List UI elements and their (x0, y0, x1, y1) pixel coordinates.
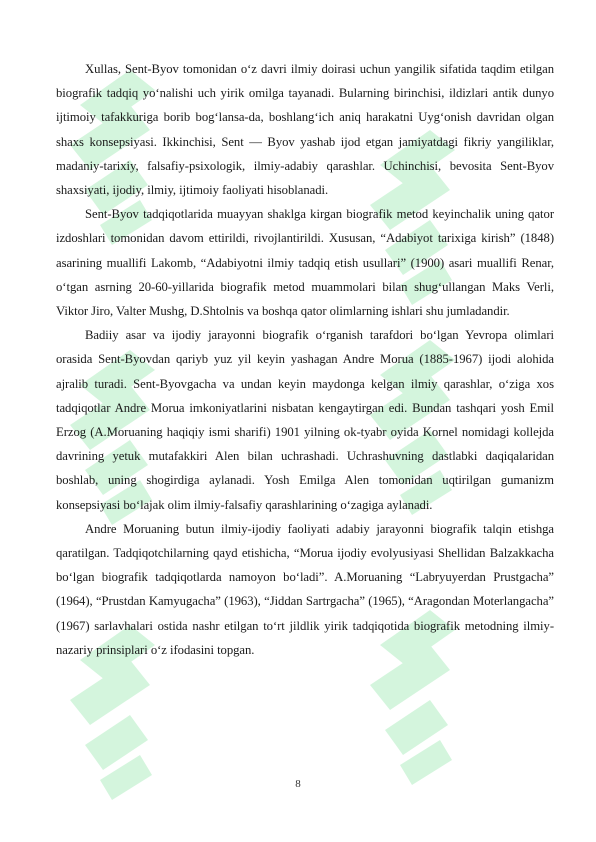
paragraph: Sent-Byov tadqiqotlarida muayyan shaklga kirgan biografik metod keyinchalik uning qator izdoshlari tomonidan davom ettirildi, rivojlantirildi. Xususan, “Adabiyot tarixiga kirish” (1848) asarining muallifi Lakomb, “Adabiyotni ilmiy tadqiq etish usullari” (1900) asari muallifi Renar, o‘tgan asrning 20-60-yillarida biografik metod muammolari bilan shug‘ullangan Maks Verli, Viktor Jiro, Valter Mushg, D.Shtolnis va boshqa qator olimlarning ishlari shu jumladandir. (56, 207, 554, 319)
body-text (56, 57, 554, 662)
paragraph: Andre Moruaning butun ilmiy-ijodiy faoliyati adabiy jarayonni biografik talqin etishga qaratilgan. Tadqiqotchilarning qayd etishicha, “Morua ijodiy evolyusiyasi Shellidan Balzakkacha bo‘lgan biografik tadqiqotlarda namoyon bo‘ladi”. A.Moruaning “Labryuyerdan Prustgacha” (1964), “Prustdan Kamyugacha” (1963), “Jiddan Sartrgacha” (1965), “Aragondan Moterlangacha” (1967) sarlavhalari ostida nashr etilgan to‘rt jildlik yirik tadqiqotida biografik metodning ilmiy-nazariy prinsiplari o‘z ifodasini topgan. (56, 521, 554, 657)
paragraph: Xullas, Sent-Byov tomonidan o‘z davri ilmiy doirasi uchun yangilik sifatida taqdim etilgan biografik tadqiq yo‘nalishi uch yirik omilga tayanadi. Bularning birinchisi, ildizlari antik dunyo ijtimoiy tafakkuriga borib bog‘lansa-da, boshlang‘ich aniq harakatni Uyg‘onish davridan olgan shaxs konsepsiyasi. Ikkinchisi, Sent — Byov yashab ijod etgan jamiyatdagi fikriy yangiliklar, madaniy-tarixiy, falsafiy-psixologik, ilmiy-adabiy qarashlar. Uchinchisi, bevosita Sent-Byov shaxsiyati, ijodiy, ilmiy, ijtimoiy faoliyati hisoblanadi. (56, 62, 554, 198)
page-number: 8 (295, 778, 301, 790)
paragraph: Badiiy asar va ijodiy jarayonni biografik o‘rganish tarafdori bo‘lgan Yevropa olimlari orasida Sent-Byovdan qariyb yuz yil keyin yashagan Andre Morua (1885-1967) ijodi alohida ajralib turadi. Sent-Byovgacha va undan keyin maydonga kelgan ilmiy qarashlar, o‘ziga xos tadqiqotlar Andre Morua imkoniyatlarini nisbatan kengaytirgan edi. Bundan tashqari yosh Emil Erzog (A.Moruaning haqiqiy ismi sharifi) 1901 yilning ok-tyabr oyida Kornel nomidagi kollejda davrining yetuk mutafakkiri Alen bilan uchrashadi. Uchrashuvning dastlabki daqiqalaridan boshlab, uning shogirdiga aylanadi. Yosh Emilga Alen tomonidan uqtirilgan gumanizm konsepsiyasi bo‘lajak olim ilmiy-falsafiy qarashlarining o‘zagiga aylanadi. (56, 328, 554, 512)
